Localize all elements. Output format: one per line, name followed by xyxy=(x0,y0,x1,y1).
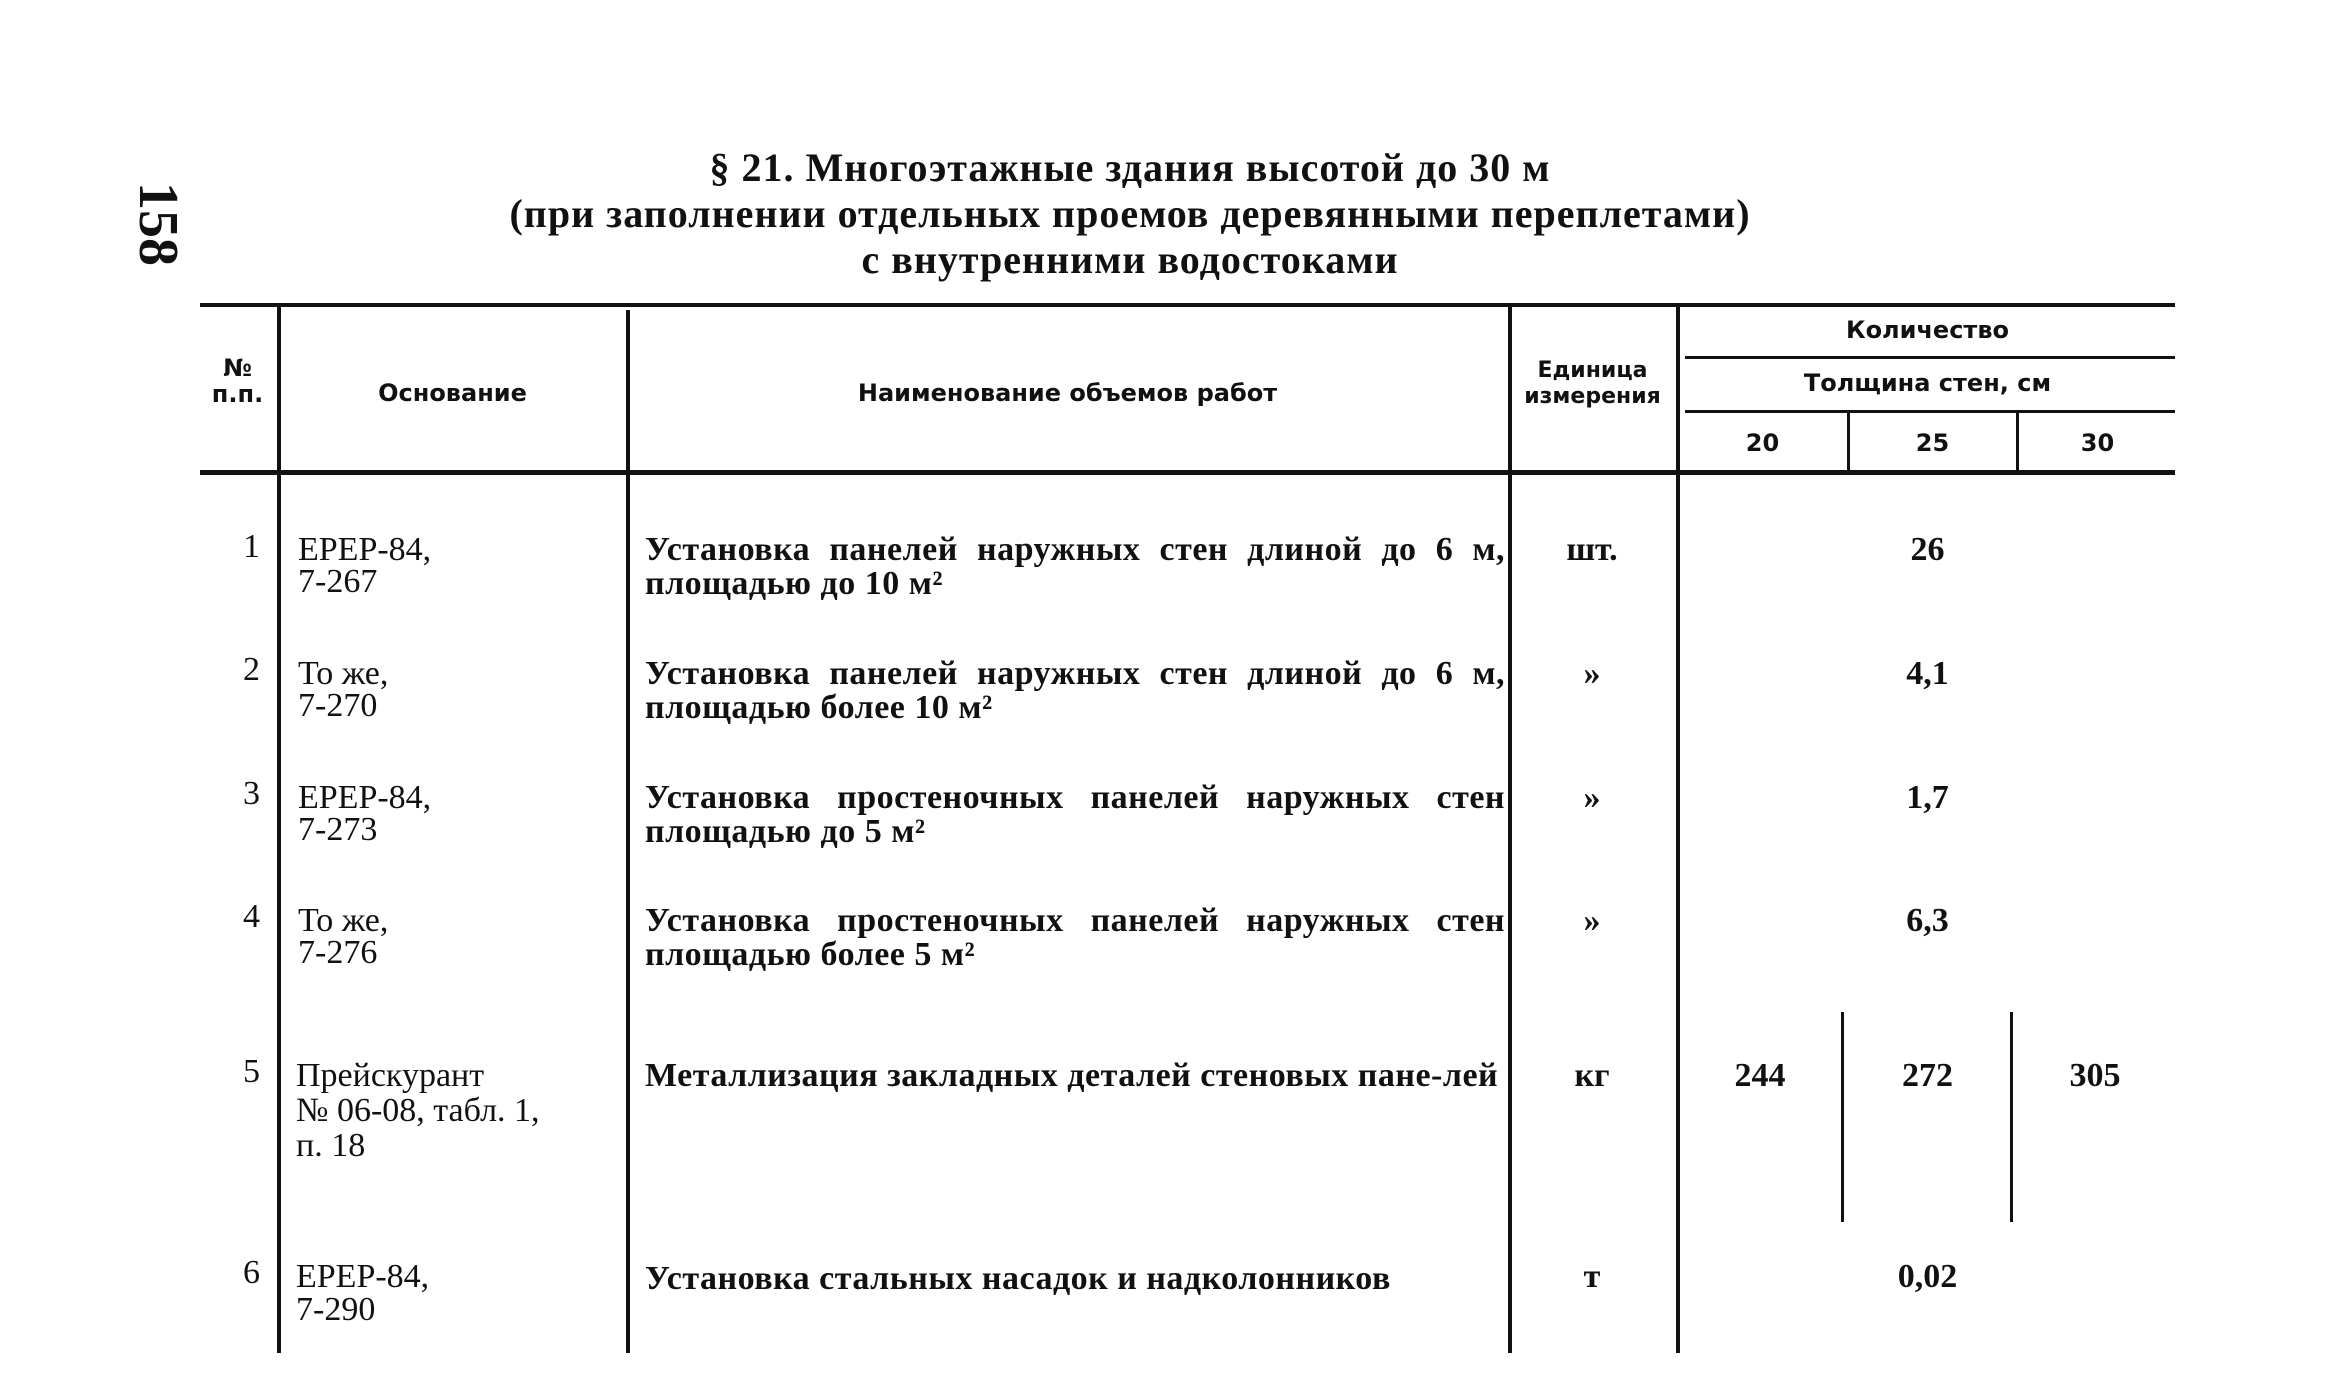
col-divider-unit xyxy=(1508,305,1512,1353)
row-number: 6 xyxy=(243,1254,260,1291)
header-num: № п.п. xyxy=(211,354,264,408)
col-divider-basis xyxy=(277,305,281,1353)
title-line-3: с внутренними водостоками xyxy=(861,237,1399,282)
row-basis-line1: ЕРЕР-84, xyxy=(298,531,432,568)
header-unit: Единица измерения xyxy=(1524,358,1661,409)
row-basis-line1: Прейскурант xyxy=(296,1057,485,1094)
row-unit: » xyxy=(1583,779,1601,816)
row-unit: кг xyxy=(1574,1057,1610,1094)
row-work-name: Установка панелей наружных стен длиной до 6 м, площадью до 10 м² xyxy=(645,531,1505,602)
row-quantity: 26 xyxy=(1910,531,1945,568)
row-number: 4 xyxy=(243,898,260,935)
header-work-name: Наименование объемов работ xyxy=(857,379,1278,407)
row-basis-line2: 7-290 xyxy=(296,1291,376,1328)
title-line-2: (при заполнении отдельных проемов деревянными переплетами) xyxy=(509,191,1751,236)
header-bottom-rule xyxy=(200,470,2175,475)
row-unit: » xyxy=(1583,902,1601,939)
row-number: 2 xyxy=(243,651,260,688)
row-unit: » xyxy=(1583,655,1601,692)
row-work-name: Металлизация закладных деталей стеновых пане-лей xyxy=(645,1057,1499,1094)
col-divider-qty xyxy=(1676,305,1680,1353)
col-divider-30 xyxy=(2016,412,2019,472)
table-top-rule xyxy=(200,303,2175,307)
row-quantity-30: 305 xyxy=(2069,1057,2121,1094)
quantity-divider xyxy=(1685,356,2175,359)
row-quantity-25: 272 xyxy=(1902,1057,1953,1094)
row-basis-line2: 7-270 xyxy=(298,687,378,724)
row-work-name: Установка простеночных панелей наружных стен площадью до 5 м² xyxy=(645,779,1505,850)
title-line-1: § 21. Многоэтажные здания высотой до 30 м xyxy=(709,145,1551,190)
header-col-30: 30 xyxy=(2080,429,2115,457)
row-basis-line3: п. 18 xyxy=(296,1127,366,1164)
row-basis-line2: 7-273 xyxy=(298,811,378,848)
row-quantity: 0,02 xyxy=(1897,1258,1958,1295)
row-basis-line1: То же, xyxy=(298,655,389,692)
row-number: 1 xyxy=(243,528,260,565)
row-quantity: 4,1 xyxy=(1906,655,1949,692)
row-basis-line2: 7-276 xyxy=(298,934,378,971)
page-number: 158 xyxy=(127,182,189,266)
row-number: 3 xyxy=(243,775,260,812)
header-quantity: Количество xyxy=(1845,316,2010,344)
row-work-name: Установка стальных насадок и надколонников xyxy=(645,1260,1391,1297)
row-basis-line1: ЕРЕР-84, xyxy=(298,779,432,816)
row5-divider-30 xyxy=(2010,1012,2013,1222)
row-basis-line2: № 06-08, табл. 1, xyxy=(296,1092,540,1129)
section-title xyxy=(280,145,1980,283)
row-basis-line1: ЕРЕР-84, xyxy=(296,1258,430,1295)
row-quantity: 1,7 xyxy=(1906,779,1949,816)
header-col-20: 20 xyxy=(1745,429,1780,457)
row-work-name: Установка панелей наружных стен длиной до 6 м, площадью более 10 м² xyxy=(645,655,1505,726)
row-quantity: 6,3 xyxy=(1906,902,1949,939)
row5-divider-25 xyxy=(1841,1012,1844,1222)
row-basis-line2: 7-267 xyxy=(298,563,378,600)
thickness-divider xyxy=(1685,410,2175,413)
row-unit: т xyxy=(1583,1258,1601,1295)
row-unit: шт. xyxy=(1566,531,1618,568)
row-quantity-20: 244 xyxy=(1734,1057,1786,1094)
header-col-25: 25 xyxy=(1915,429,1950,457)
row-basis-line1: То же, xyxy=(298,902,389,939)
header-basis: Основание xyxy=(378,379,527,407)
col-divider-work xyxy=(626,310,630,1353)
row-number: 5 xyxy=(243,1053,260,1090)
header-thickness: Толщина стен, см xyxy=(1803,369,2052,397)
row-work-name: Установка простеночных панелей наружных стен площадью более 5 м² xyxy=(645,902,1505,973)
